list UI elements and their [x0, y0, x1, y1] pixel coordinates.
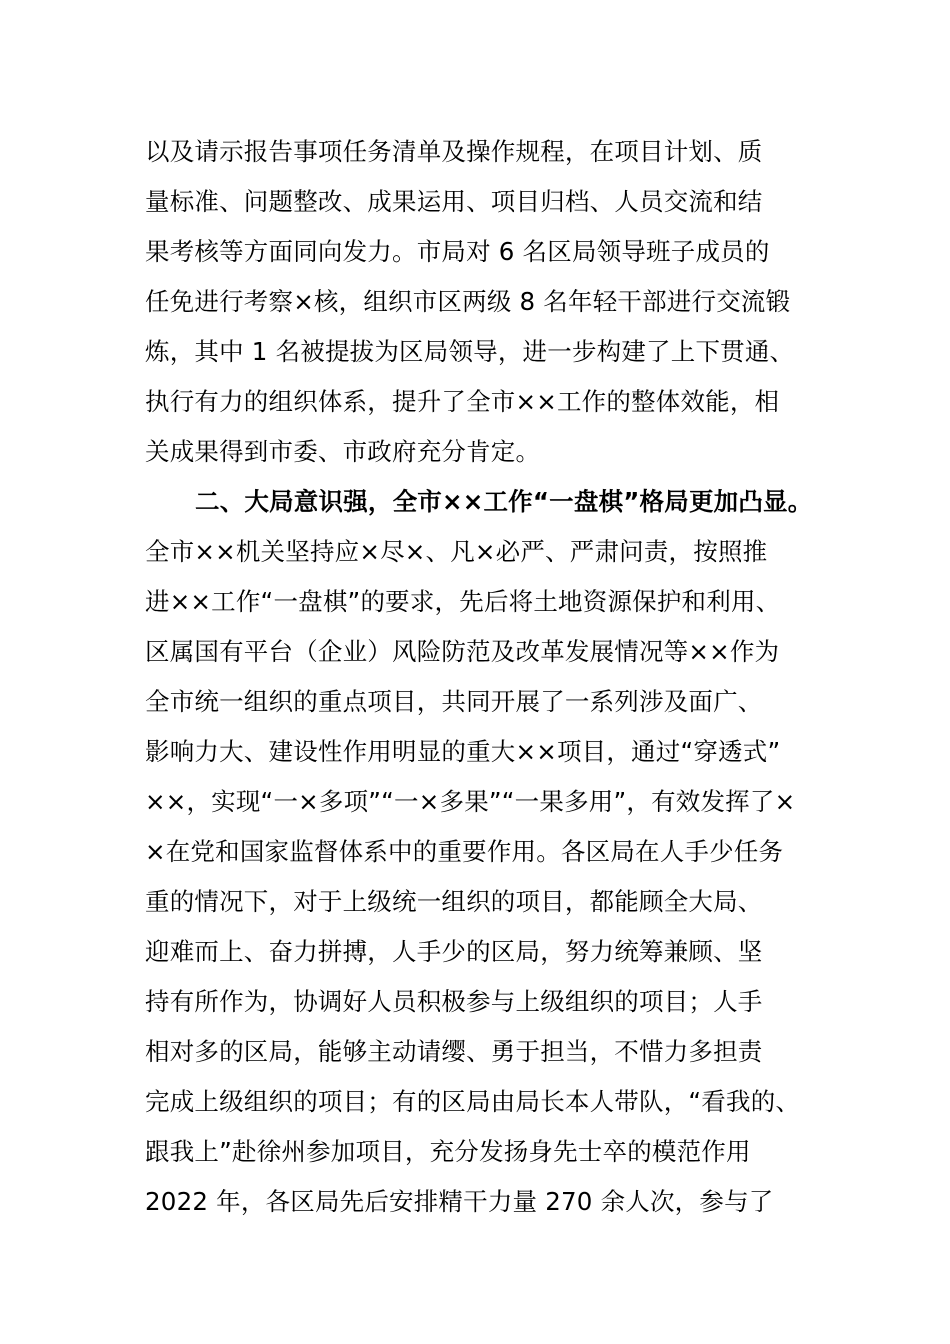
paragraph-1-line-1: 以及请示报告事项任务清单及操作规程，在项目计划、质 — [145, 137, 763, 166]
section-heading: 二、大局意识强，全市××工作“一盘棋”格局更加凸显。 — [195, 487, 813, 516]
paragraph-1-line-2: 量标准、问题整改、成果运用、项目归档、人员交流和结 — [145, 187, 763, 216]
paragraph-2-line-14: 2022 年，各区局先后安排精干力量 270 余人次，参与了 — [145, 1187, 774, 1216]
paragraph-2-line-1: 全市××机关坚持应×尽×、凡×必严、严肃问责，按照推 — [145, 537, 768, 566]
paragraph-2-line-4: 全市统一组织的重点项目，共同开展了一系列涉及面广、 — [145, 687, 763, 716]
paragraph-2-line-9: 迎难而上、奋力拼搏，人手少的区局，努力统筹兼顾、坚 — [145, 937, 763, 966]
paragraph-1-line-3: 果考核等方面同向发力。市局对 6 名区局领导班子成员的 — [145, 237, 770, 266]
paragraph-2-line-3: 区属国有平台（企业）风险防范及改革发展情况等××作为 — [145, 637, 780, 666]
paragraph-2-line-6: ××，实现“一×多项”“一×多果”“一果多用”，有效发挥了× — [145, 787, 796, 816]
paragraph-2-line-10: 持有所作为，协调好人员积极参与上级组织的项目；人手 — [145, 987, 763, 1016]
paragraph-2-line-2: 进××工作“一盘棋”的要求，先后将土地资源保护和利用、 — [145, 587, 781, 616]
paragraph-1-line-4: 任免进行考察×核，组织市区两级 8 名年轻干部进行交流锻 — [145, 287, 791, 316]
paragraph-2-line-5: 影响力大、建设性作用明显的重大××项目，通过“穿透式” — [145, 737, 781, 766]
paragraph-2-line-11: 相对多的区局，能够主动请缨、勇于担当，不惜力多担责 — [145, 1037, 763, 1066]
paragraph-1-line-6: 执行有力的组织体系，提升了全市××工作的整体效能，相 — [145, 387, 780, 416]
paragraph-2-line-7: ×在党和国家监督体系中的重要作用。各区局在人手少任务 — [145, 837, 784, 866]
paragraph-2-line-12: 完成上级组织的项目；有的区局由局长本人带队，“看我的、 — [145, 1087, 801, 1116]
paragraph-2-line-13: 跟我上”赴徐州参加项目，充分发扬身先士卒的模范作用 — [145, 1137, 751, 1166]
paragraph-1-line-7: 关成果得到市委、市政府充分肯定。 — [145, 437, 541, 466]
paragraph-1-line-5: 炼，其中 1 名被提拔为区局领导，进一步构建了上下贯通、 — [145, 337, 795, 366]
paragraph-2-line-8: 重的情况下，对于上级统一组织的项目，都能顾全大局、 — [145, 887, 763, 916]
